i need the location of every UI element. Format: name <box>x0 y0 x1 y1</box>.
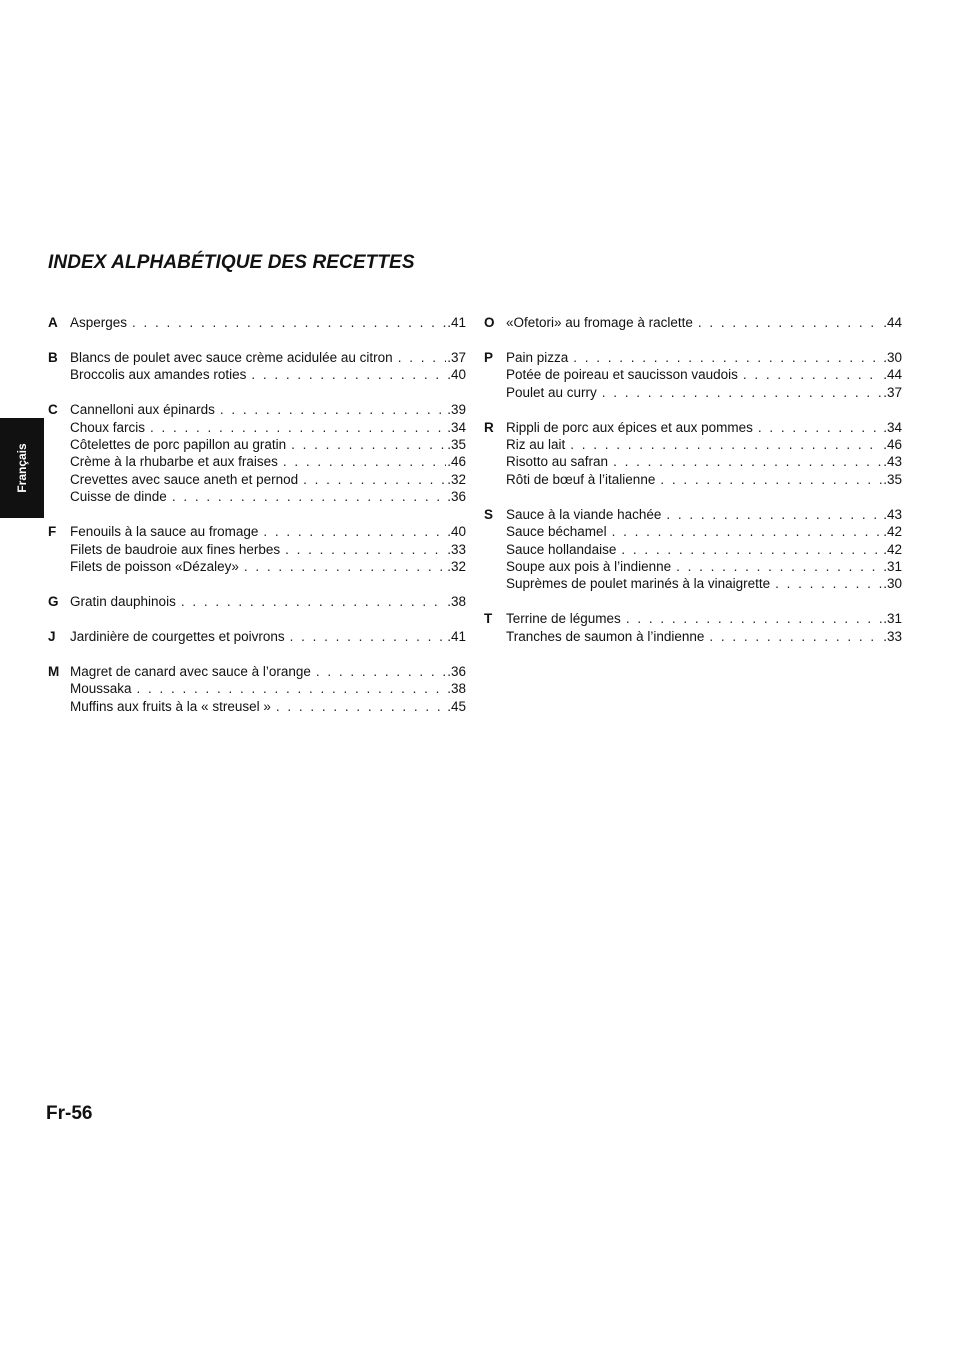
dot-leader <box>660 471 882 488</box>
language-side-tab <box>0 418 44 518</box>
recipe-page-number: .32 <box>447 471 466 487</box>
recipe-page-number: .33 <box>447 541 466 557</box>
recipe-page-number: .40 <box>447 367 466 383</box>
recipe-page-number: .37 <box>883 384 902 400</box>
index-entry <box>506 471 902 488</box>
recipe-name: Côtelettes de porc papillon au gratin <box>70 437 287 453</box>
dot-leader <box>290 628 447 645</box>
dot-leader <box>573 349 882 366</box>
recipe-name: Crème à la rhubarbe et aux fraises <box>70 454 278 470</box>
index-entry <box>70 663 466 680</box>
recipe-name: Tranches de saumon à l’indienne <box>506 628 705 644</box>
dot-leader <box>220 401 446 418</box>
index-entries <box>70 523 466 575</box>
recipe-page-number: .31 <box>883 611 902 627</box>
index-letter: C <box>48 402 58 418</box>
index-letter-group <box>48 523 466 575</box>
index-letter-group <box>48 349 466 384</box>
recipe-name: Rippli de porc aux épices et aux pommes <box>506 419 753 435</box>
recipe-page-number: .40 <box>447 524 466 540</box>
index-entry <box>70 436 466 453</box>
index-entries <box>70 593 466 610</box>
recipe-page-number: .36 <box>447 663 466 679</box>
dot-leader <box>263 523 446 540</box>
index-entries <box>70 314 466 331</box>
recipe-name: Blancs de poulet avec sauce crème acidulée au citron <box>70 349 393 365</box>
dot-leader <box>626 610 882 627</box>
index-letter-group <box>48 663 466 715</box>
index-entry <box>506 349 902 366</box>
dot-leader <box>285 541 446 558</box>
recipe-name: Muffins aux fruits à la « streusel » <box>70 698 271 714</box>
recipe-page-number: .30 <box>883 576 902 592</box>
recipe-page-number: .42 <box>883 541 902 557</box>
dot-leader <box>316 663 446 680</box>
index-entry <box>70 698 466 715</box>
index-entries <box>506 506 902 593</box>
recipe-page-number: .33 <box>883 628 902 644</box>
dot-leader <box>291 436 446 453</box>
dot-leader <box>621 541 882 558</box>
recipe-page-number: .36 <box>447 489 466 505</box>
recipe-name: Suprèmes de poulet marinés à la vinaigrette <box>506 576 771 592</box>
recipe-page-number: .38 <box>447 681 466 697</box>
index-entry <box>70 680 466 697</box>
recipe-page-number: .35 <box>447 437 466 453</box>
recipe-page-number: .41 <box>447 315 466 330</box>
index-letter: R <box>484 419 494 435</box>
recipe-page-number: .46 <box>883 437 902 453</box>
dot-leader <box>244 558 446 575</box>
index-letter-group <box>484 506 902 593</box>
index-entries <box>506 610 902 645</box>
index-entry <box>70 593 466 610</box>
recipe-name: Cannelloni aux épinards <box>70 402 215 418</box>
page-title: INDEX ALPHABÉTIQUE DES RECETTES <box>48 252 415 273</box>
dot-leader <box>698 314 882 331</box>
recipe-name: Moussaka <box>70 681 132 697</box>
dot-leader <box>398 349 447 366</box>
recipe-name: Jardinière de courgettes et poivrons <box>70 628 285 644</box>
recipe-page-number: .32 <box>447 558 466 574</box>
index-entries <box>70 349 466 384</box>
index-column-left <box>48 314 466 732</box>
index-entry <box>506 541 902 558</box>
recipe-page-number: .46 <box>447 454 466 470</box>
recipe-name: Choux farcis <box>70 419 146 435</box>
index-letter-group <box>48 593 466 610</box>
index-entry <box>506 453 902 470</box>
index-letter-group <box>484 349 902 401</box>
index-entry <box>506 506 902 523</box>
recipe-name: Gratin dauphinois <box>70 593 176 609</box>
index-entry <box>70 558 466 575</box>
index-entry <box>70 628 466 645</box>
dot-leader <box>570 436 882 453</box>
index-entry <box>70 314 466 331</box>
dot-leader <box>283 453 446 470</box>
index-letter-group <box>48 401 466 505</box>
index-letter: P <box>484 349 494 365</box>
index-entry <box>70 401 466 418</box>
dot-leader <box>676 558 882 575</box>
index-letter: T <box>484 611 493 627</box>
dot-leader <box>181 593 446 610</box>
recipe-page-number: .34 <box>883 419 902 435</box>
index-letter-group <box>48 314 466 331</box>
recipe-page-number: .44 <box>883 315 902 330</box>
recipe-page-number: .31 <box>883 558 902 574</box>
index-letter-group <box>484 314 902 331</box>
recipe-page-number: .38 <box>447 593 466 609</box>
recipe-page-number: .39 <box>447 402 466 418</box>
dot-leader <box>602 384 882 401</box>
recipe-name: Fenouils à la sauce au fromage <box>70 524 259 540</box>
index-entry <box>506 419 902 436</box>
dot-leader <box>251 366 446 383</box>
recipe-page-number: .35 <box>883 471 902 487</box>
index-letter: F <box>48 524 57 540</box>
recipe-name: Risotto au safran <box>506 454 609 470</box>
recipe-name: Potée de poireau et saucisson vaudois <box>506 367 738 383</box>
dot-leader <box>150 419 446 436</box>
index-letter-group <box>484 419 902 489</box>
recipe-name: Sauce hollandaise <box>506 541 617 557</box>
index-letter: J <box>48 628 56 644</box>
dot-leader <box>613 453 882 470</box>
recipe-name: Asperges <box>70 315 128 330</box>
index-letter: A <box>48 315 58 330</box>
index-letter-group <box>48 628 466 645</box>
index-entry <box>70 419 466 436</box>
dot-leader <box>775 575 882 592</box>
index-letter: O <box>484 315 495 330</box>
recipe-name: Sauce béchamel <box>506 524 607 540</box>
index-entry <box>70 488 466 505</box>
recipe-name: Rôti de bœuf à l’italienne <box>506 471 656 487</box>
index-entries <box>506 314 902 331</box>
recipe-page-number: .43 <box>883 454 902 470</box>
recipe-name: «Ofetori» au fromage à raclette <box>506 315 693 330</box>
recipe-page-number: .41 <box>447 628 466 644</box>
dot-leader <box>709 628 882 645</box>
dot-leader <box>666 506 882 523</box>
index-entry <box>70 349 466 366</box>
index-entry <box>70 523 466 540</box>
index-entry <box>506 436 902 453</box>
index-entry <box>506 628 902 645</box>
index-entry <box>506 610 902 627</box>
recipe-name: Broccolis aux amandes roties <box>70 367 247 383</box>
recipe-page-number: .34 <box>447 419 466 435</box>
index-entries <box>70 401 466 505</box>
index-entries <box>70 628 466 645</box>
recipe-page-number: .42 <box>883 524 902 540</box>
dot-leader <box>132 314 446 331</box>
recipe-name: Filets de baudroie aux fines herbes <box>70 541 281 557</box>
index-entry <box>506 575 902 592</box>
dot-leader <box>276 698 446 715</box>
index-letter: M <box>48 663 60 679</box>
recipe-page-number: .30 <box>883 349 902 365</box>
recipe-name: Riz au lait <box>506 437 566 453</box>
recipe-name: Poulet au curry <box>506 384 597 400</box>
index-entry <box>70 453 466 470</box>
index-column-right <box>484 314 902 663</box>
recipe-page-number: .43 <box>883 506 902 522</box>
index-entries <box>70 663 466 715</box>
dot-leader <box>612 523 883 540</box>
recipe-name: Sauce à la viande hachée <box>506 506 662 522</box>
index-entry <box>506 314 902 331</box>
index-entry <box>506 366 902 383</box>
dot-leader <box>137 680 447 697</box>
index-letter: G <box>48 593 59 609</box>
dot-leader <box>303 471 446 488</box>
recipe-page-number: .37 <box>447 349 466 365</box>
index-entry <box>70 471 466 488</box>
recipe-name: Cuisse de dinde <box>70 489 167 505</box>
index-letter-group <box>484 610 902 645</box>
language-label: Français <box>15 443 29 493</box>
index-entry <box>506 558 902 575</box>
recipe-name: Soupe aux pois à l’indienne <box>506 558 672 574</box>
index-entry <box>70 366 466 383</box>
page-number: Fr-56 <box>46 1103 93 1124</box>
dot-leader <box>172 488 446 505</box>
index-entries <box>506 349 902 401</box>
dot-leader <box>758 419 882 436</box>
recipe-name: Magret de canard avec sauce à l’orange <box>70 663 311 679</box>
index-entry <box>70 541 466 558</box>
index-letter: B <box>48 349 58 365</box>
recipe-page-number: .44 <box>883 367 902 383</box>
recipe-page-number: .45 <box>447 698 466 714</box>
recipe-name: Crevettes avec sauce aneth et pernod <box>70 471 299 487</box>
recipe-name: Terrine de légumes <box>506 611 621 627</box>
recipe-name: Filets de poisson «Dézaley» <box>70 558 239 574</box>
index-entry <box>506 384 902 401</box>
index-entry <box>506 523 902 540</box>
dot-leader <box>743 366 882 383</box>
index-entries <box>506 419 902 489</box>
index-letter: S <box>484 506 494 522</box>
recipe-name: Pain pizza <box>506 349 569 365</box>
